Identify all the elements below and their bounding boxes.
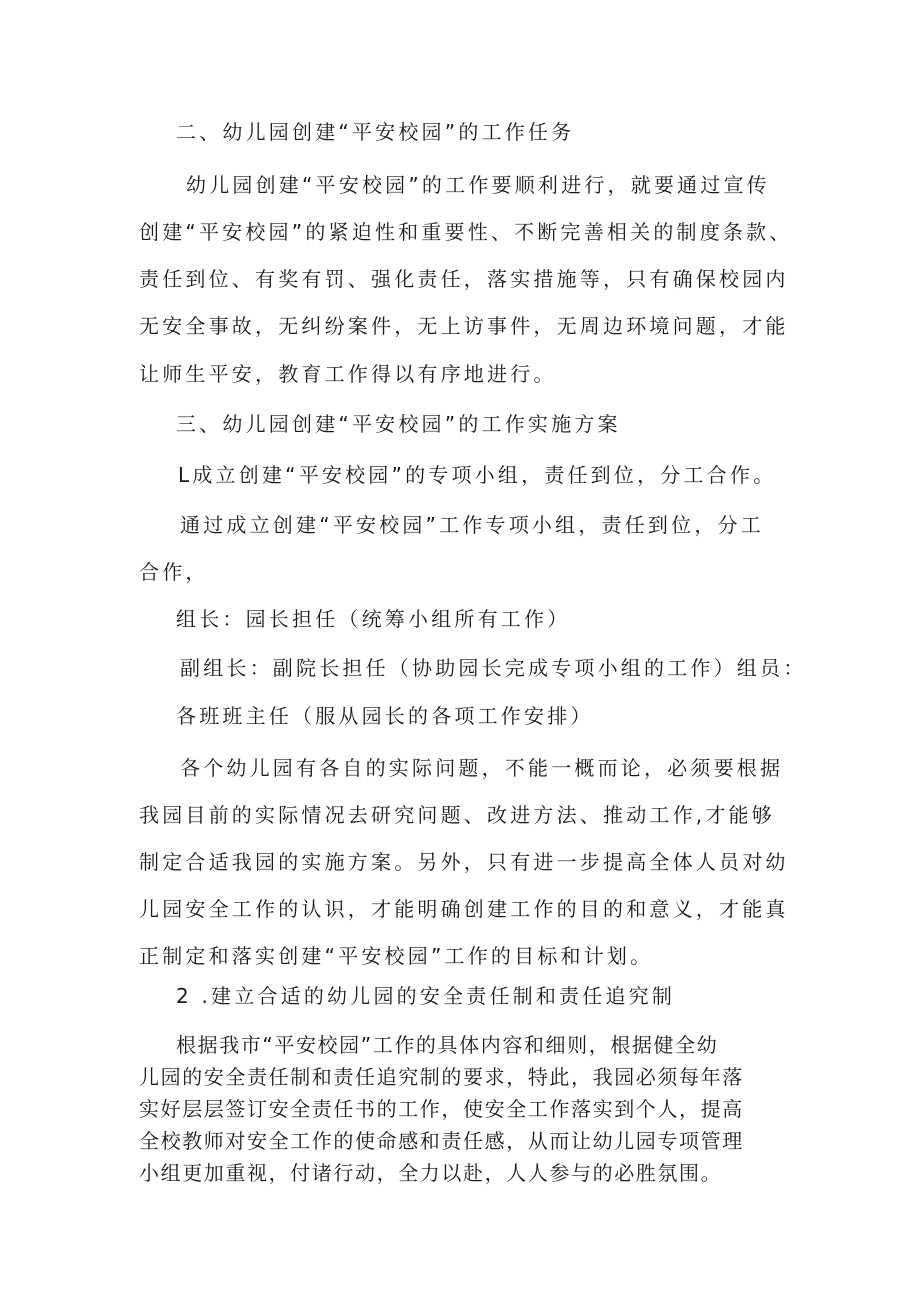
section-2-line-5: 让师生平安，教育工作得以有序地进行。 [139,362,557,386]
section-2-line-1: 幼儿园创建“平安校园”的工作要顺利进行，就要通过宣传 [186,173,770,197]
item-1-para2-line-3: 制定合适我园的实施方案。另外，只有进一步提高全体人员对幼 [139,850,789,874]
item-2-line-5: 小组更加重视，付诸行动，全力以赴，人人参与的必胜氛围。 [139,1161,723,1185]
section-3-heading: 三、幼儿园创建“平安校园”的工作实施方案 [176,412,621,436]
item-2-line-3: 实好层层签订安全责任书的工作，使安全工作落实到个人，提高 [139,1097,744,1121]
item-1-heading: L成立创建“平安校园”的专项小组，责任到位，分工合作。 [178,463,777,487]
section-2-line-4: 无安全事故，无纠纷案件，无上访事件，无周边环境问题，才能 [139,314,789,338]
item-2-heading: 2 .建立合适的幼儿园的安全责任制和责任追究制 [176,984,676,1008]
members-line: 各班班主任（服从园长的各项工作安排） [176,704,594,728]
item-1-para2-line-1: 各个幼儿园有各自的实际问题，不能一概而论，必须要根据 [180,756,784,780]
item-2-line-4: 全校教师对安全工作的使命感和责任感，从而让幼儿园专项管理 [139,1129,744,1153]
group-leader-line: 组长：园长担任（统筹小组所有工作） [176,607,571,631]
item-1-para2-line-2: 我园目前的实际情况去研究问题、改进方法、推动工作,才能够 [139,803,775,827]
item-2-line-2: 儿园的安全责任制和责任追究制的要求，特此，我园必须每年落 [139,1065,744,1089]
section-2-line-2: 创建“平安校园”的紧迫性和重要性、不断完善相关的制度条款、 [139,220,793,244]
item-1-para2-line-4: 儿园安全工作的认识，才能明确创建工作的目的和意义，才能真 [139,897,789,921]
item-1-para2-line-5: 正制定和落实创建“平安校园”工作的目标和计划。 [139,944,654,968]
item-1-line-1: 通过成立创建“平安校园”工作专项小组，责任到位，分工 [180,513,764,537]
item-2-line-1: 根据我市“平安校园”工作的具体内容和细则，根据健全幼 [176,1033,719,1057]
section-2-line-3: 责任到位、有奖有罚、强化责任，落实措施等，只有确保校园内 [139,267,789,291]
item-1-line-2: 合作， [139,560,209,584]
section-2-heading: 二、幼儿园创建“平安校园”的工作任务 [176,120,575,144]
deputy-leader-line: 副组长：副院长担任（协助园长完成专项小组的工作）组员： [180,656,807,680]
